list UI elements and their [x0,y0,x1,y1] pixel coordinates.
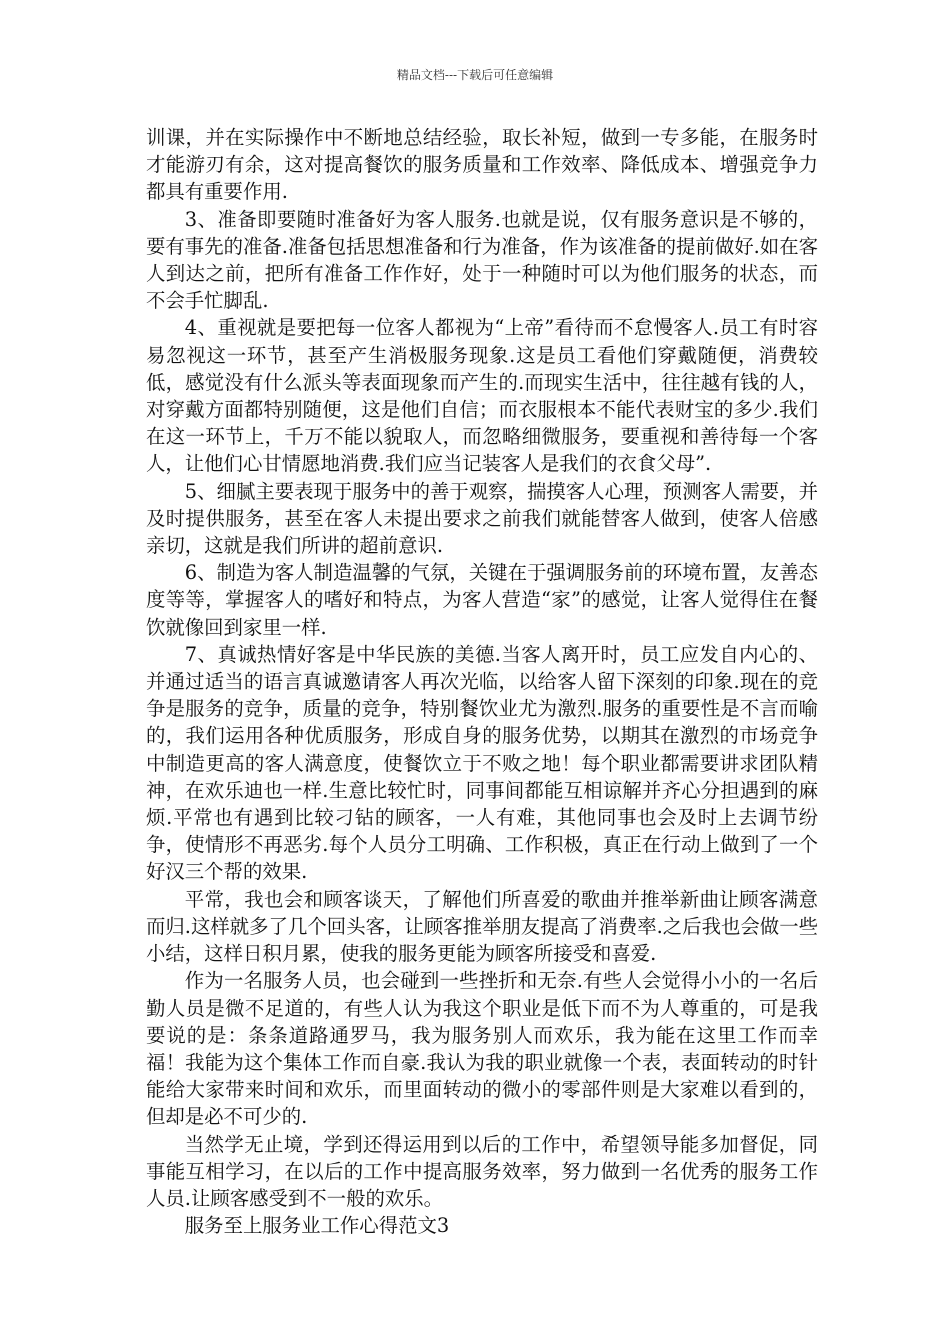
paragraph: 7、真诚热情好客是中华民族的美德.当客人离开时，员工应发自内心的、并通过适当的语言真诚邀请客人再次光临，以给客人留下深刻的印象.现在的竞争是服务的竞争，质量的竞争，特别餐饮业尤为激烈.服务的重要性是不言而喻的，我们运用各种优质服务，形成自身的服务优势，以期其在激烈的市场竞争中制造更高的客人满意度，使餐饮立于不败之地！每个职业都需要讲求团队精神，在欢乐迪也一样.生意比较忙时，同事间都能互相谅解并齐心分担遇到的麻烦.平常也有遇到比较刁钻的顾客，一人有难，其他同事也会及时上去调节纷争，使情形不再恶劣.每个人员分工明确、工作积极，真正在行动上做到了一个好汉三个帮的效果. [146,642,818,884]
page-header: 精品文档---下载后可任意编辑 [396,68,554,82]
paragraph: 4、重视就是要把每一位客人都视为“上帝”看待而不怠慢客人.员工有时容易忽视这一环节，甚至产生消极服务现象.这是员工看他们穿戴随便，消费较低，感觉没有什么派头等表面现象而产生的.而现实生活中，往往越有钱的人，对穿戴方面都特别随便，这是他们自信；而衣服根本不能代表财宝的多少.我们在这一环节上，千万不能以貌取人，而忽略细微服务，要重视和善待每一个客人，让他们心甘情愿地消费.我们应当记装客人是我们的衣食父母”. [146,316,818,476]
paragraph: 平常，我也会和顾客谈天，了解他们所喜爱的歌曲并推举新曲让顾客满意而归.这样就多了几个回头客，让顾客推举朋友提高了消费率.之后我也会做一些小结，这样日积月累，使我的服务更能为顾客所接受和喜爱. [146,887,818,966]
paragraph: 当然学无止境，学到还得运用到以后的工作中，希望领导能多加督促，同事能互相学习，在以后的工作中提高服务效率，努力做到一名优秀的服务工作人员.让顾客感受到不一般的欢乐。 [146,1132,818,1210]
section-title: 服务至上服务业工作心得范文3 [184,1214,450,1238]
paragraph: 3、准备即要随时准备好为客人服务.也就是说，仅有服务意识是不够的，要有事先的准备.准备包括思想准备和行为准备，作为该准备的提前做好.如在客人到达之前，把所有准备工作作好，处于一种随时可以为他们服务的状态，而不会手忙脚乱. [146,207,818,313]
document-body [146,124,818,1239]
paragraph: 训课，并在实际操作中不断地总结经验，取长补短，做到一专多能，在服务时才能游刃有余，这对提高餐饮的服务质量和工作效率、降低成本、增强竞争力都具有重要作用. [146,126,818,204]
paragraph: 5、细腻主要表现于服务中的善于观察，揣摸客人心理，预测客人需要，并及时提供服务，甚至在客人未提出要求之前我们就能替客人做到，使客人倍感亲切，这就是我们所讲的超前意识. [146,479,818,558]
paragraph: 作为一名服务人员，也会碰到一些挫折和无奈.有些人会觉得小小的一名后勤人员是微不足道的，有些人认为我这个职业是低下而不为人尊重的，可是我要说的是：条条道路通罗马，我为服务别人而欢乐，我为能在这里工作而幸福！我能为这个集体工作而自豪.我认为我的职业就像一个表，表面转动的时针能给大家带来时间和欢乐，而里面转动的微小的零部件则是大家难以看到的，但却是必不可少的. [146,969,818,1129]
paragraph: 6、制造为客人制造温馨的气氛，关键在于强调服务前的环境布置，友善态度等等，掌握客人的嗜好和特点，为客人营造“家”的感觉，让客人觉得住在餐饮就像回到家里一样. [146,561,818,639]
